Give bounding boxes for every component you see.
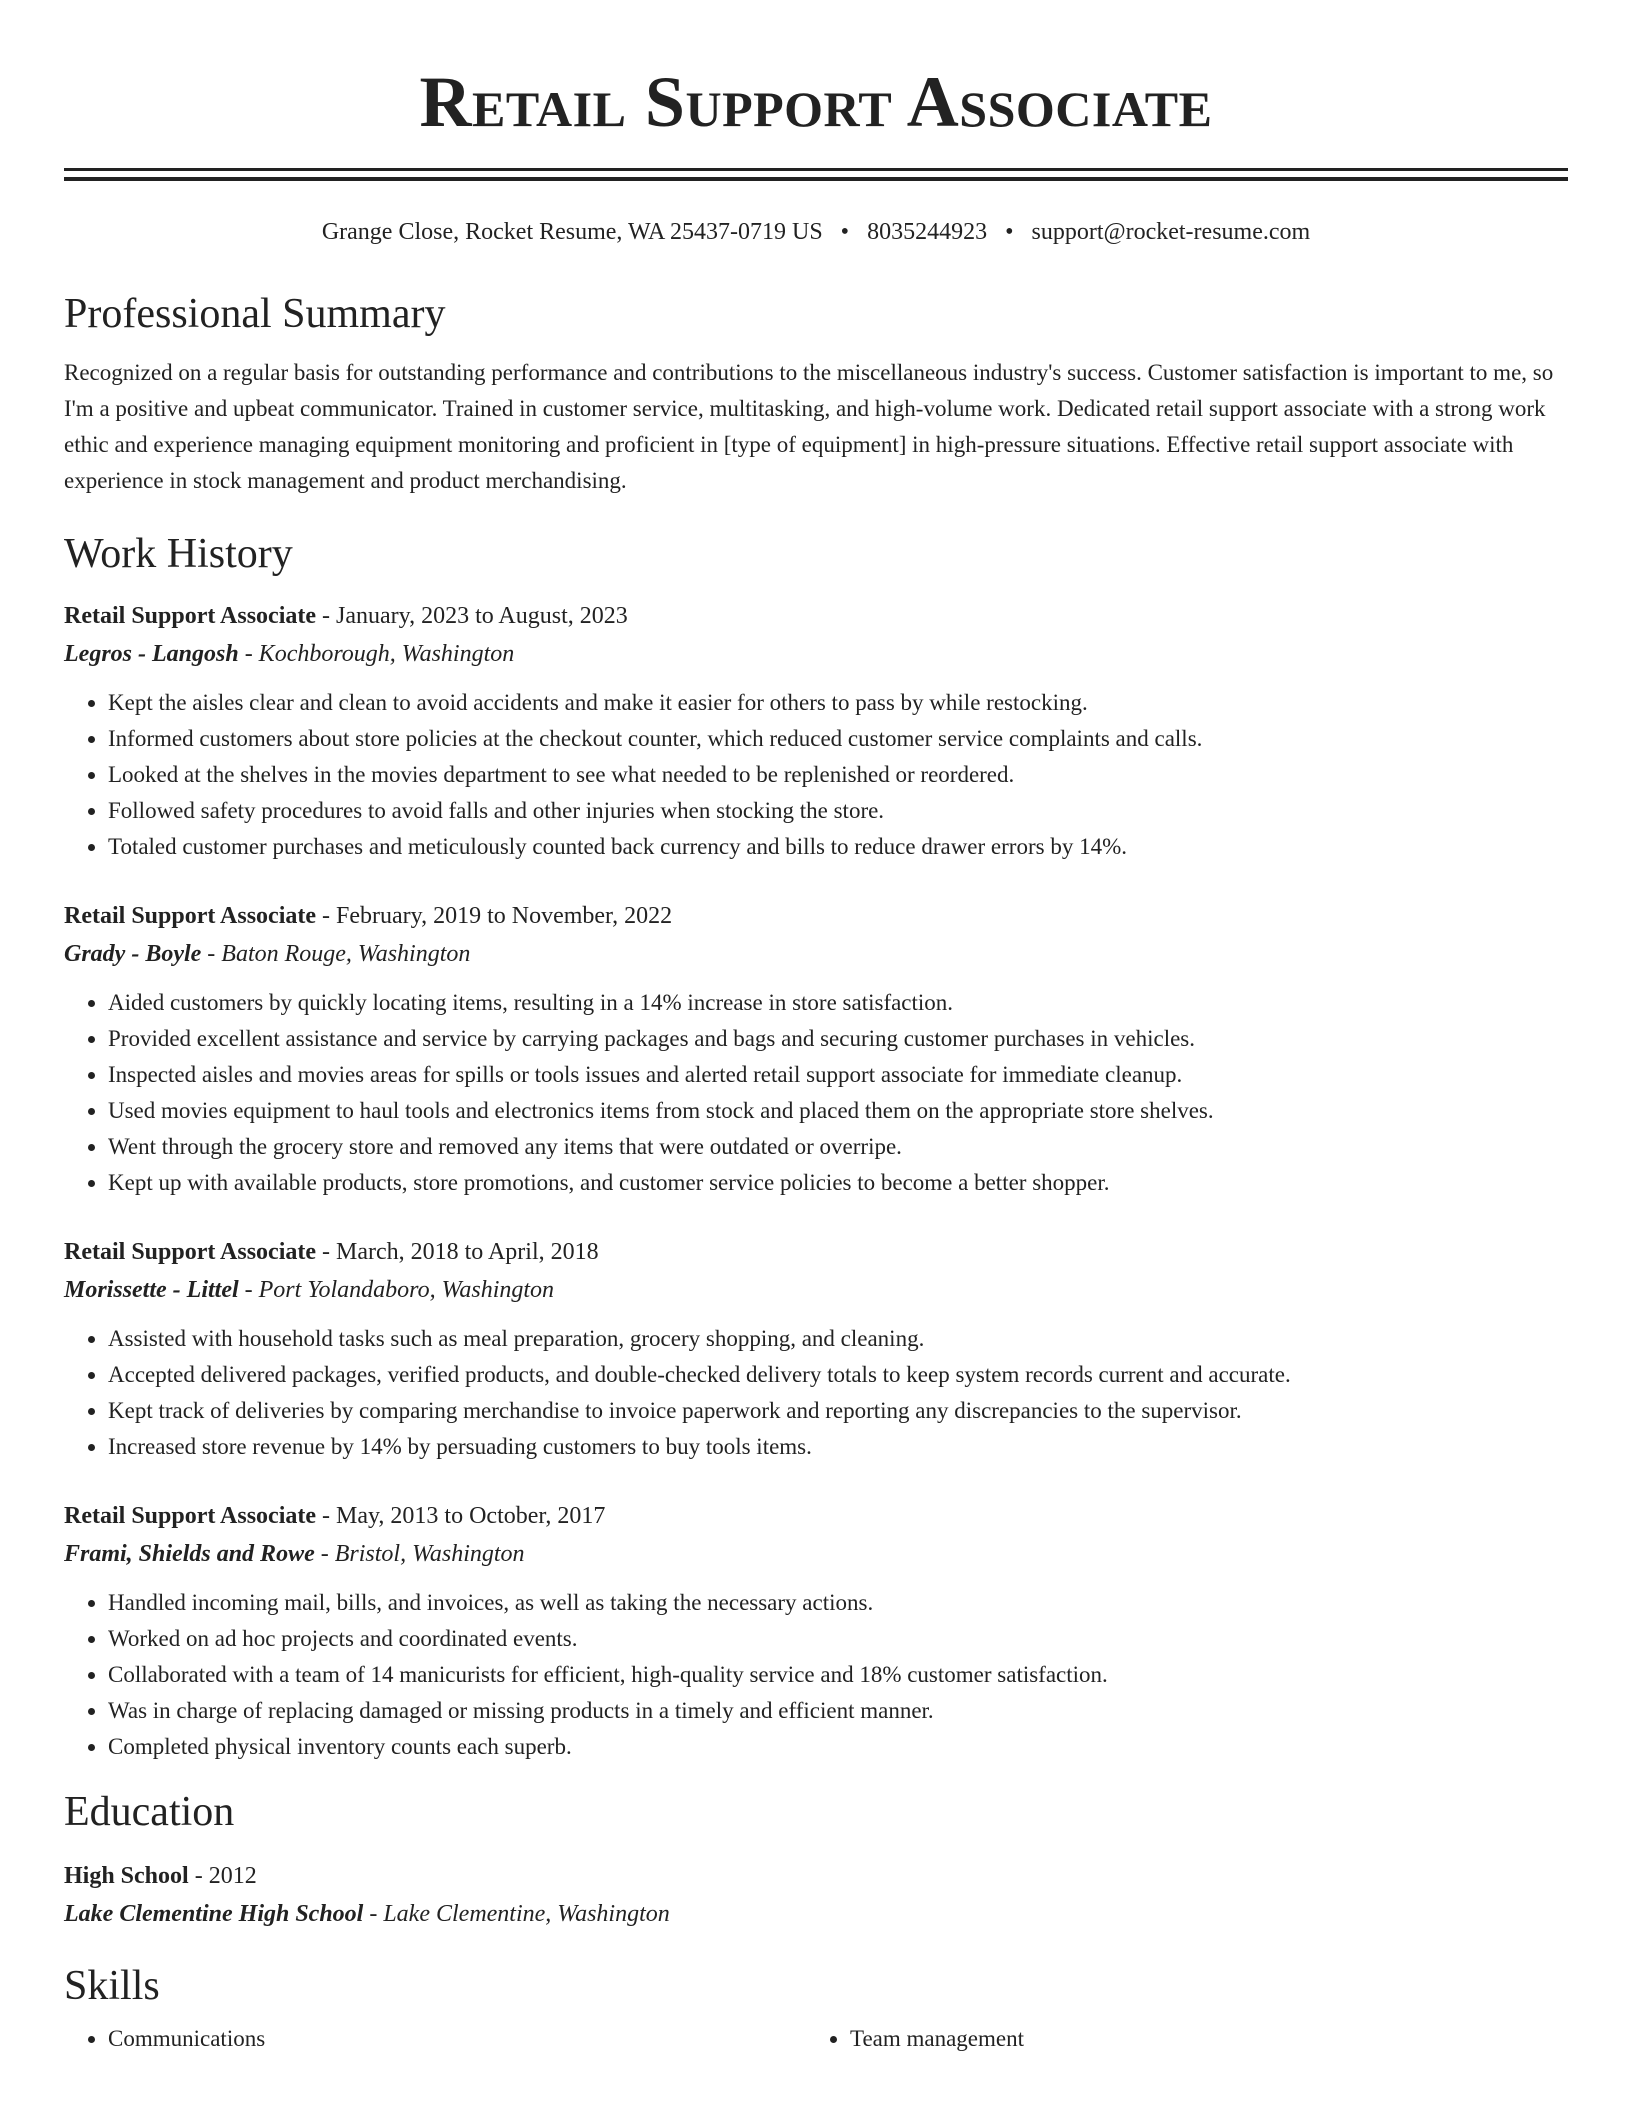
resume-title: Retail Support Associate <box>419 62 1213 142</box>
job-entry <box>64 1233 1568 1465</box>
skills-list <box>64 2021 1568 2057</box>
job-bullet: • Went through the grocery store and removed any items that were outdated or overripe. <box>108 1129 1568 1165</box>
job-company: Morissette - Littel <box>64 1277 239 1303</box>
job-title-line <box>64 897 1568 935</box>
job-location: - Port Yolandaboro, Washington <box>238 1277 555 1303</box>
job-bullet: • Worked on ad hoc projects and coordinated events. <box>108 1621 1568 1657</box>
title-rule-top <box>64 168 1568 171</box>
job-bullet: • Used movies equipment to haul tools and electronics items from stock and placed them on the appropriate store shelves. <box>108 1093 1568 1129</box>
job-title: Retail Support Associate <box>64 1503 316 1529</box>
skills-column-right <box>806 2021 1548 2057</box>
job-title: Retail Support Associate <box>64 603 316 629</box>
contact-email: support@rocket-resume.com <box>1031 219 1311 245</box>
job-location: - Kochborough, Washington <box>238 641 515 667</box>
job-bullet: • Kept the aisles clear and clean to avoid accidents and make it easier for others to pass by while restocking. <box>108 685 1568 721</box>
contact-separator: • <box>1005 219 1014 245</box>
skill-item: • Team management <box>850 2021 1548 2057</box>
job-location: - Baton Rouge, Washington <box>201 941 471 967</box>
job-dates: - May, 2013 to October, 2017 <box>316 1503 606 1529</box>
job-title-line <box>64 597 1568 635</box>
job-bullet: • Totaled customer purchases and meticulously counted back currency and bills to reduce drawer errors by 14%. <box>108 829 1568 865</box>
job-title-line <box>64 1233 1568 1271</box>
education-degree: High School <box>64 1863 189 1889</box>
job-company: Frami, Shields and Rowe <box>64 1541 315 1567</box>
summary-text: Recognized on a regular basis for outstanding performance and contributions to the miscellaneous industry's success. Customer satisfaction is important to me, so I'm a positive and upbeat communicator. Trained in customer service, multitasking, and high-volume work. Dedicated retail support associate with a strong work ethic and experience managing equipment monitoring and proficient in [type of equipment] in high-pressure situations. Effective retail support associate with experience in stock management and product merchandising. <box>64 360 1554 493</box>
job-title: Retail Support Associate <box>64 1239 316 1265</box>
job-bullet: • Followed safety procedures to avoid falls and other injuries when stocking the store. <box>108 793 1568 829</box>
job-company-line <box>64 1535 1568 1573</box>
skills-column-left <box>64 2021 806 2057</box>
job-bullet: • Kept track of deliveries by comparing merchandise to invoice paperwork and reporting any discrepancies to the supervisor. <box>108 1393 1568 1429</box>
job-bullets <box>64 1585 1568 1765</box>
job-company-line <box>64 635 1568 673</box>
education-year: - 2012 <box>188 1863 257 1889</box>
job-company-line <box>64 1271 1568 1309</box>
job-bullet: • Informed customers about store policies at the checkout counter, which reduced customer service complaints and calls. <box>108 721 1568 757</box>
job-bullet: • Handled incoming mail, bills, and invoices, as well as taking the necessary actions. <box>108 1585 1568 1621</box>
job-entry <box>64 597 1568 865</box>
work-history-heading: Work History <box>64 531 293 577</box>
education-heading: Education <box>64 1789 235 1835</box>
contact-address: Grange Close, Rocket Resume, WA 25437-0719 US <box>321 219 823 245</box>
education-school: Lake Clementine High School <box>64 1901 364 1927</box>
job-bullet: • Looked at the shelves in the movies department to see what needed to be replenished or reordered. <box>108 757 1568 793</box>
job-dates: - January, 2023 to August, 2023 <box>316 603 628 629</box>
job-location: - Bristol, Washington <box>314 1541 525 1567</box>
job-company: Legros - Langosh <box>64 641 239 667</box>
job-bullet: • Provided excellent assistance and service by carrying packages and bags and securing customer purchases in vehicles. <box>108 1021 1568 1057</box>
skills-heading: Skills <box>64 1963 160 2009</box>
resume-page <box>64 0 1568 2057</box>
job-bullet: • Kept up with available products, store promotions, and customer service policies to become a better shopper. <box>108 1165 1568 1201</box>
contact-separator: • <box>840 219 850 245</box>
summary-heading: Professional Summary <box>64 291 446 337</box>
education-location: - Lake Clementine, Washington <box>363 1901 670 1927</box>
contact-phone: 8035244923 <box>867 219 988 245</box>
title-rule-bottom <box>64 177 1568 181</box>
job-bullet: • Was in charge of replacing damaged or missing products in a timely and efficient manner. <box>108 1693 1568 1729</box>
education-degree-line <box>64 1857 1568 1895</box>
job-bullets <box>64 985 1568 1201</box>
job-title: Retail Support Associate <box>64 903 316 929</box>
job-entry <box>64 1497 1568 1765</box>
job-bullet: • Aided customers by quickly locating items, resulting in a 14% increase in store satisfaction. <box>108 985 1568 1021</box>
job-bullet: • Inspected aisles and movies areas for spills or tools issues and alerted retail support associate for immediate cleanup. <box>108 1057 1568 1093</box>
job-bullet: • Completed physical inventory counts each superb. <box>108 1729 1568 1765</box>
job-bullets <box>64 1321 1568 1465</box>
job-bullet: • Increased store revenue by 14% by persuading customers to buy tools items. <box>108 1429 1568 1465</box>
job-entry <box>64 897 1568 1201</box>
job-bullets <box>64 685 1568 865</box>
job-bullet: • Accepted delivered packages, verified products, and double-checked delivery totals to keep system records current and accurate. <box>108 1357 1568 1393</box>
job-dates: - February, 2019 to November, 2022 <box>316 903 673 929</box>
job-bullet: • Collaborated with a team of 14 manicurists for efficient, high-quality service and 18% customer satisfaction. <box>108 1657 1568 1693</box>
contact-line <box>64 217 1568 247</box>
job-dates: - March, 2018 to April, 2018 <box>316 1239 599 1265</box>
job-company: Grady - Boyle <box>64 941 202 967</box>
education-school-line <box>64 1895 1568 1933</box>
education-entry <box>64 1857 1568 1933</box>
skill-item: • Communications <box>108 2021 806 2057</box>
job-company-line <box>64 935 1568 973</box>
job-title-line <box>64 1497 1568 1535</box>
job-bullet: • Assisted with household tasks such as meal preparation, grocery shopping, and cleaning. <box>108 1321 1568 1357</box>
